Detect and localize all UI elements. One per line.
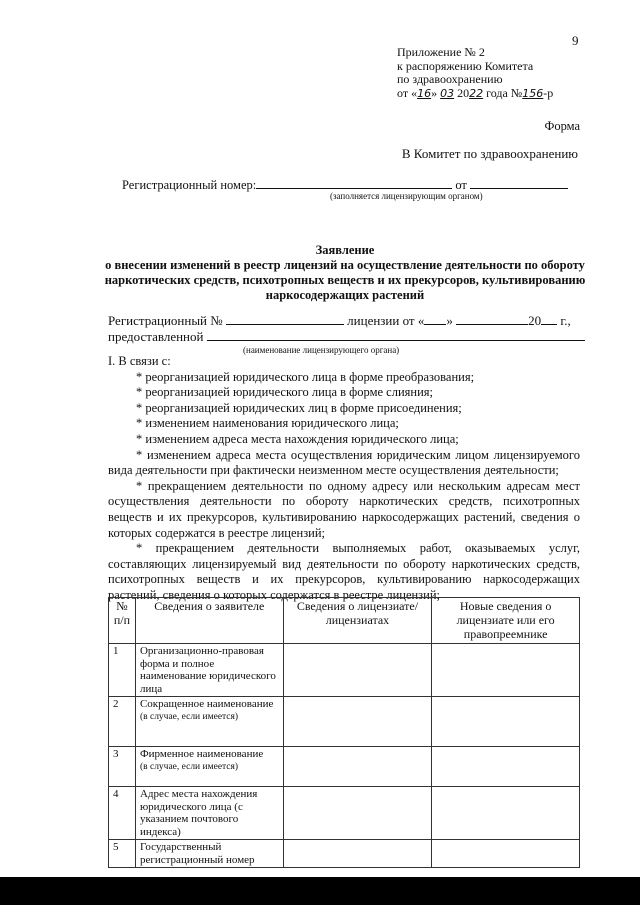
addressee: В Комитет по здравоохранению [401, 146, 578, 161]
reason-item: * изменением адреса места нахождения юридического лица; [136, 431, 459, 446]
reason-item: * прекращением деятельности выполняемых работ, оказываемых услуг, составляющих лицензируемый вид деятельности по обороту наркотических средств, психотропных веществ и их прекурсоров, культивированию наркосодержащих растений, сведения о которых содержатся в реестре лицензий; [108, 541, 580, 602]
date-day: 16 [417, 86, 432, 100]
granted-label: предоставленной [108, 329, 204, 344]
granted-note: (наименование лицензирующего органа) [243, 345, 400, 355]
header-licensee: Сведения о лицензиате/ лицензиатах [283, 598, 432, 644]
table-row [109, 644, 580, 697]
row-label-main: Организационно-правовая форма и полное наименование юридического лица [139, 645, 276, 695]
row-number: 4 [109, 787, 136, 840]
row-label [135, 644, 283, 697]
year-suffix: 22 [469, 86, 484, 100]
header-applicant: Сведения о заявителе [135, 598, 283, 644]
license-year-field[interactable] [541, 313, 557, 325]
licensee-cell[interactable] [283, 787, 432, 840]
header-number: № п/п [109, 598, 136, 644]
row-label-sub: (в случае, если имеется) [139, 761, 239, 772]
reason-item: * реорганизацией юридического лица в форме слияния; [136, 385, 433, 400]
new-info-cell[interactable] [432, 697, 580, 747]
date-month: 03 [440, 86, 455, 100]
license-month-field[interactable] [456, 313, 528, 325]
granted-authority-field[interactable] [207, 329, 585, 341]
row-number: 3 [109, 747, 136, 787]
table-header-row [109, 598, 580, 644]
table-row [109, 787, 580, 840]
section-heading: I. В связи с: [108, 354, 171, 368]
license-quote-close: » [446, 313, 453, 328]
appendix-line-2: к распоряжению Комитета [397, 58, 534, 73]
license-year-suffix: г., [560, 313, 571, 328]
new-info-cell[interactable] [432, 747, 580, 787]
scan-border-bar [0, 877, 640, 905]
order-number: 156 [522, 86, 544, 100]
license-reg-label: Регистрационный № [108, 313, 223, 328]
table-row [109, 840, 580, 868]
licensee-cell[interactable] [283, 697, 432, 747]
changes-table [108, 597, 580, 868]
license-number-field[interactable] [226, 313, 344, 325]
row-number: 5 [109, 840, 136, 868]
license-year-prefix: 20 [528, 313, 542, 328]
row-label [135, 787, 283, 840]
license-day-field[interactable] [424, 313, 446, 325]
registration-from-label: от [455, 178, 467, 192]
appendix-line-1: Приложение № 2 [397, 45, 485, 59]
row-label-sub: (в случае, если имеется) [139, 711, 239, 722]
granted-row [108, 329, 585, 345]
license-from-label: лицензии от « [347, 313, 425, 328]
reason-item: * изменением наименования юридического лица; [136, 416, 399, 431]
year-prefix: 20 [457, 85, 470, 100]
title-line-3: наркосодержащих растений [265, 288, 425, 302]
header-new-info: Новые сведения о лицензиате или его правопреемнике [432, 598, 580, 644]
row-number: 2 [109, 697, 136, 747]
row-label-main: Фирменное наименование [139, 748, 264, 760]
reason-item: * реорганизацией юридических лиц в форме присоединения; [136, 400, 462, 415]
licensee-cell[interactable] [283, 747, 432, 787]
title-line-1: о внесении изменений в реестр лицензий на осуществление деятельности по обороту [105, 258, 585, 272]
appendix-line-3: по здравоохранению [397, 72, 503, 86]
registration-date-field[interactable] [470, 177, 568, 189]
reason-item: * прекращением деятельности по одному адресу или нескольким адресам мест осуществления деятельности по обороту наркотических средств, психотропных веществ и их прекурсоров, культивированию наркосодержащих растений, сведения о которых содержатся в реестре лицензий; [108, 478, 580, 540]
row-label [135, 697, 283, 747]
new-info-cell[interactable] [432, 840, 580, 868]
row-label-main: Адрес места нахождения юридического лица (с указанием почтового индекса) [139, 788, 258, 838]
new-info-cell[interactable] [432, 787, 580, 840]
licensee-cell[interactable] [283, 840, 432, 868]
registration-number-field[interactable] [256, 177, 452, 189]
row-number: 1 [109, 644, 136, 697]
row-label-main: Сокращенное наименование [139, 698, 274, 710]
registration-note: (заполняется лицензирующим органом) [330, 191, 483, 201]
reason-item: * реорганизацией юридического лица в форме преобразования; [136, 369, 475, 384]
row-label [135, 747, 283, 787]
table-row [109, 697, 580, 747]
document-title [100, 243, 590, 303]
form-label: Форма [544, 119, 580, 133]
row-label-main: Государственный регистрационный номер [139, 841, 255, 866]
appendix-block [397, 46, 553, 100]
appendix-date [397, 87, 553, 101]
table-row [109, 747, 580, 787]
order-number-suffix: -р [543, 85, 554, 100]
date-day-close: » [431, 85, 438, 100]
reason-item: * изменением адреса места осуществления юридическим лицом лицензируемого вида деятельности при фактически неизменном месте осуществления деятельности; [108, 447, 580, 478]
row-label [135, 840, 283, 868]
registration-label: Регистрационный номер: [122, 178, 257, 192]
page-number: 9 [572, 33, 579, 48]
new-info-cell[interactable] [432, 644, 580, 697]
year-word: года № [486, 85, 523, 100]
date-prefix: от « [397, 85, 418, 100]
licensee-cell[interactable] [283, 644, 432, 697]
license-row [108, 313, 580, 329]
title-heading: Заявление [315, 243, 375, 257]
reasons-section [108, 354, 580, 604]
title-line-2: наркотических средств, психотропных веществ и их прекурсоров, культивированию [104, 273, 586, 287]
